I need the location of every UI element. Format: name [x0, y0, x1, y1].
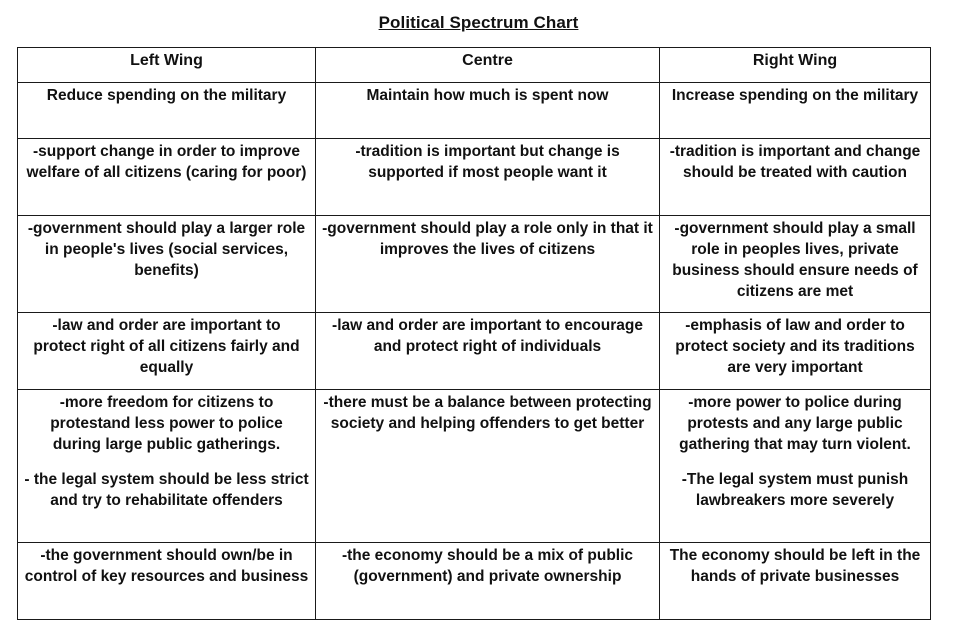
- cell-right-wing: -government should play a small role in peoples lives, private business should ensure needs of citizens are met: [660, 216, 931, 313]
- table-row-economy: [18, 543, 931, 620]
- cell-right-wing: -emphasis of law and order to protect society and its traditions are very important: [660, 313, 931, 390]
- chart-title: Political Spectrum Chart: [378, 13, 579, 32]
- cell-centre: -law and order are important to encourage and protect right of individuals: [316, 313, 660, 390]
- cell-right-wing: Increase spending on the military: [660, 83, 931, 139]
- cell-centre: -the economy should be a mix of public (government) and private ownership: [316, 543, 660, 620]
- table-row-government-role: [18, 216, 931, 313]
- table-row-police-legal-system: [18, 390, 931, 543]
- cell-right-wing: -more power to police during protests and any large public gathering that may turn violent. -The legal system must punish lawbreakers more severely: [660, 390, 931, 543]
- column-header-left-wing: Left Wing: [18, 48, 316, 83]
- column-header-right-wing: Right Wing: [660, 48, 931, 83]
- political-spectrum-table: [17, 47, 931, 620]
- cell-centre: -tradition is important but change is supported if most people want it: [316, 139, 660, 216]
- table-row-law-and-order: [18, 313, 931, 390]
- cell-left-wing: -law and order are important to protect right of all citizens fairly and equally: [18, 313, 316, 390]
- cell-left-wing: -the government should own/be in control of key resources and business: [18, 543, 316, 620]
- table-header-row: [18, 48, 931, 83]
- cell-right-wing: The economy should be left in the hands of private businesses: [660, 543, 931, 620]
- cell-centre: -government should play a role only in that it improves the lives of citizens: [316, 216, 660, 313]
- cell-left-wing: -government should play a larger role in people's lives (social services, benefits): [18, 216, 316, 313]
- table-row-military-spending: [18, 83, 931, 139]
- cell-left-wing: Reduce spending on the military: [18, 83, 316, 139]
- cell-left-wing: -support change in order to improve welfare of all citizens (caring for poor): [18, 139, 316, 216]
- cell-centre: -there must be a balance between protecting society and helping offenders to get better: [316, 390, 660, 543]
- cell-left-wing: -more freedom for citizens to protestand less power to police during large public gatherings. - the legal system should be less strict and try to rehabilitate offenders: [18, 390, 316, 543]
- cell-right-wing: -tradition is important and change should be treated with caution: [660, 139, 931, 216]
- column-header-centre: Centre: [316, 48, 660, 83]
- table-row-change-tradition: [18, 139, 931, 216]
- cell-centre: Maintain how much is spent now: [316, 83, 660, 139]
